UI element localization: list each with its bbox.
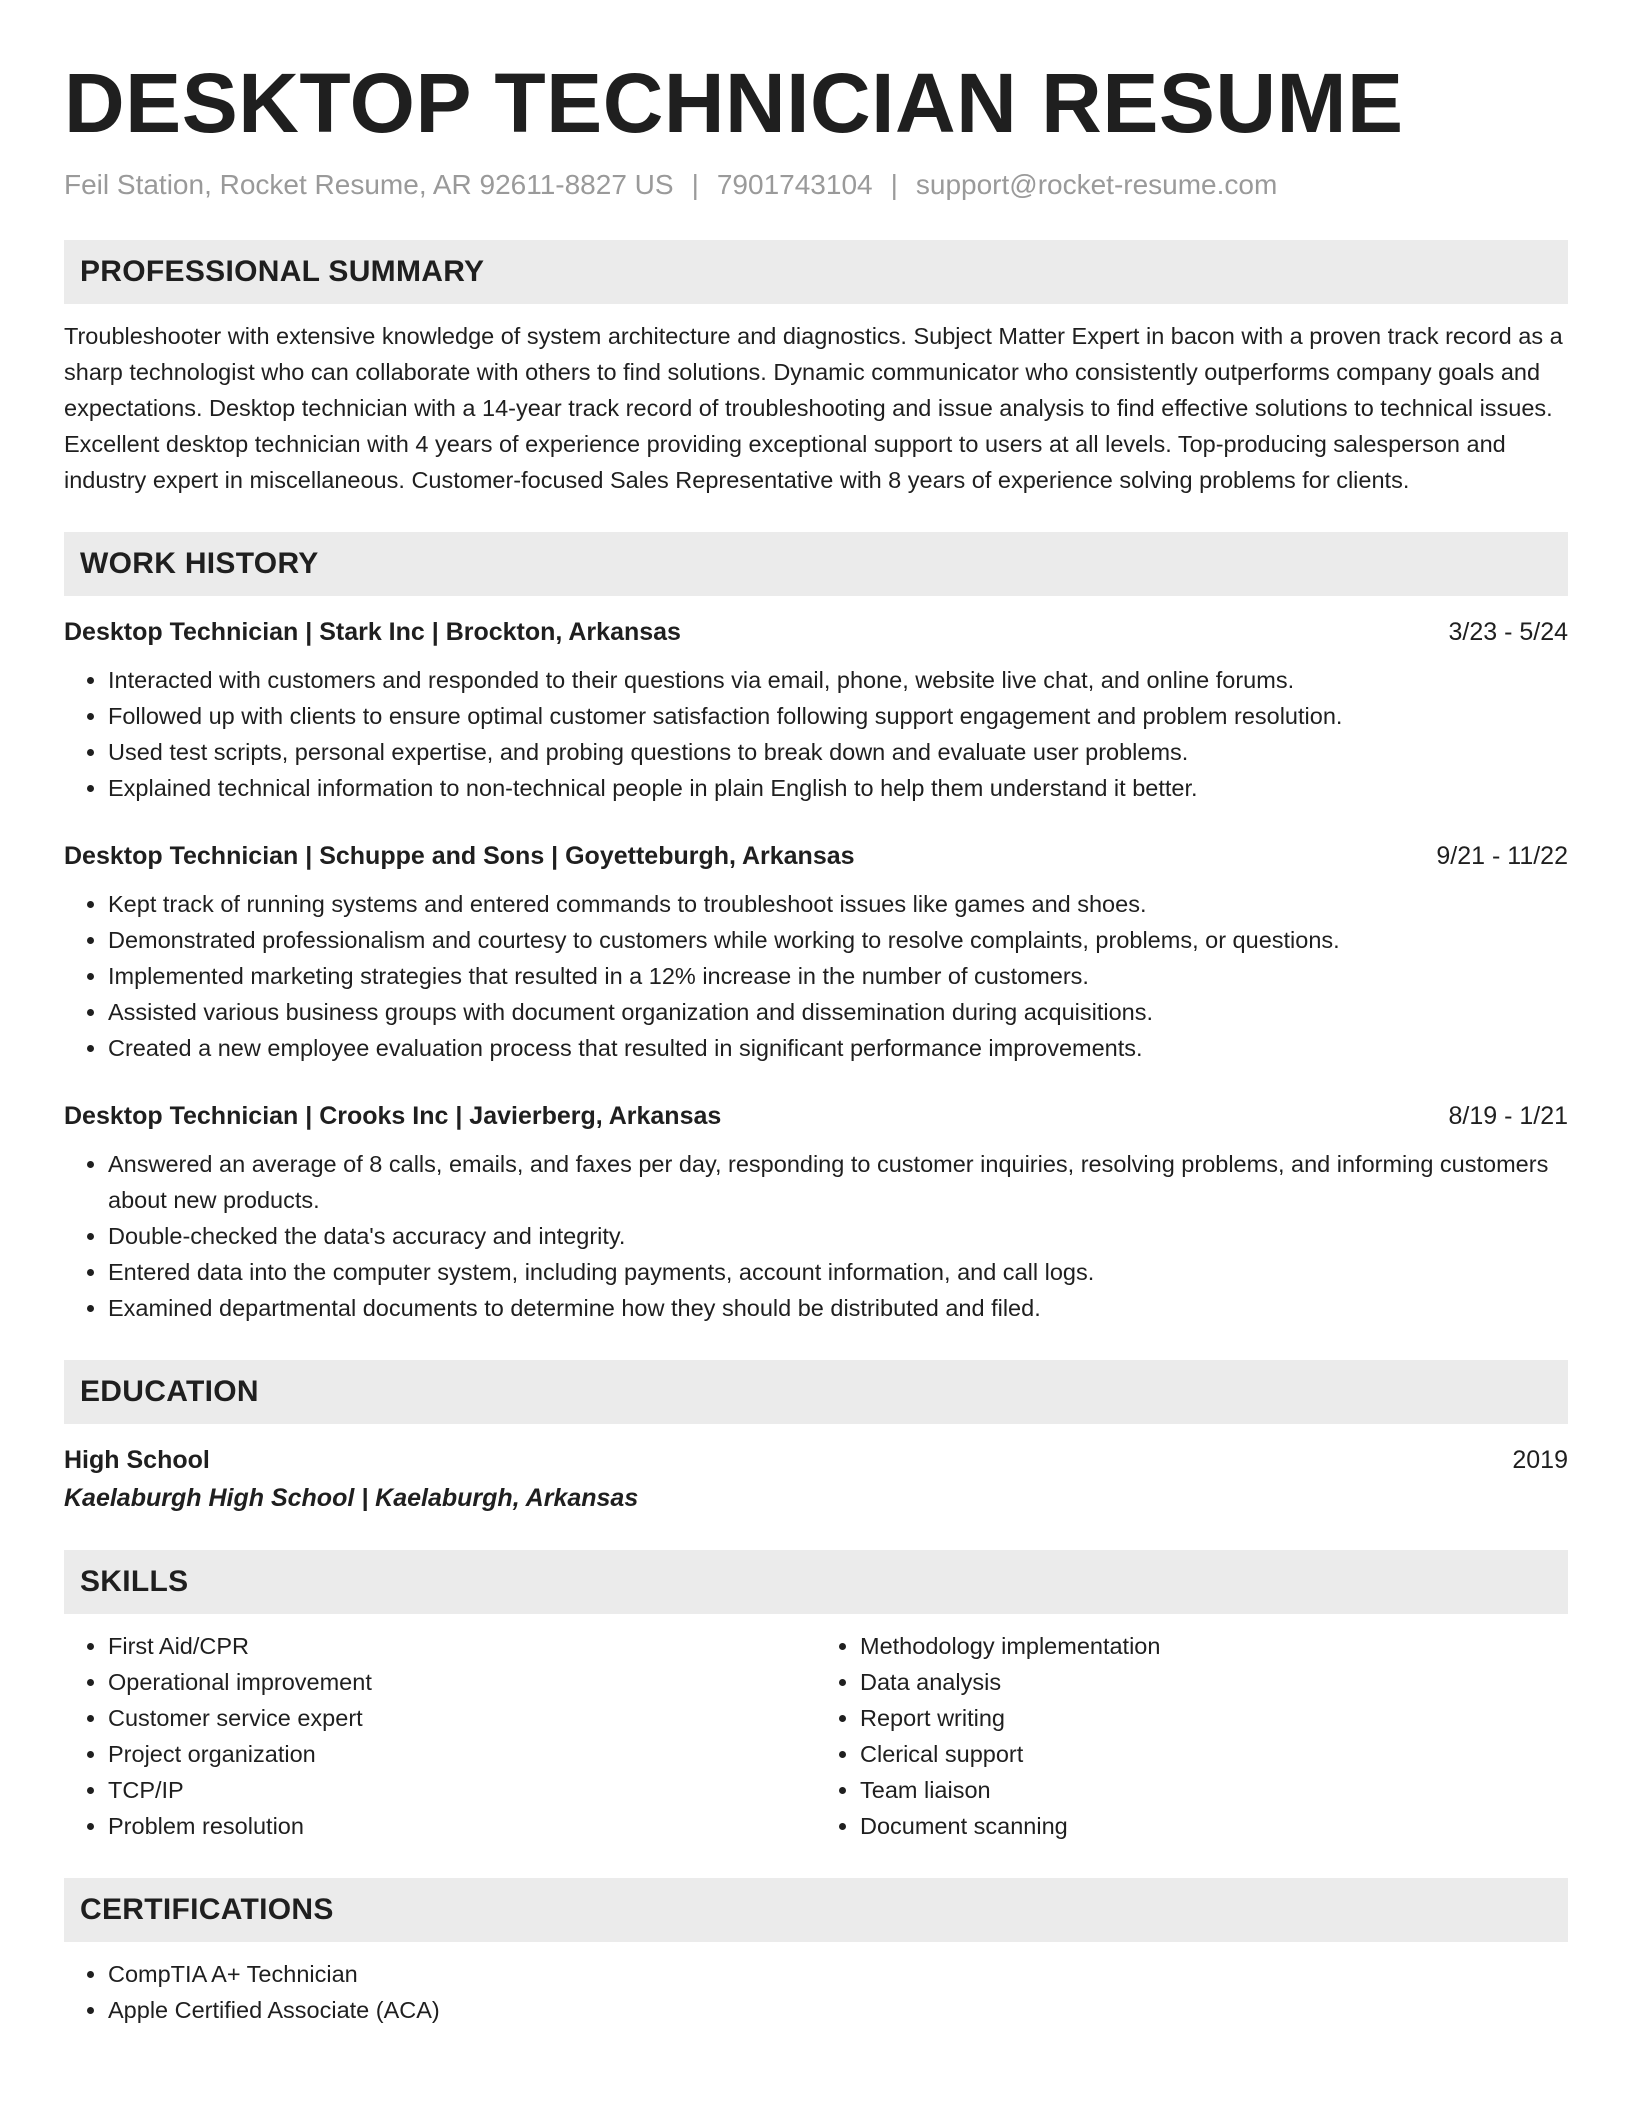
job-bullet: • Examined departmental documents to determine how they should be distributed and filed.: [108, 1290, 1568, 1326]
job-bullet: • Explained technical information to non-technical people in plain English to help them understand it better.: [108, 770, 1568, 806]
job-bullet: • Demonstrated professionalism and courtesy to customers while working to resolve complaints, problems, or questions.: [108, 922, 1568, 958]
job-title: Desktop Technician | Crooks Inc | Javierberg, Arkansas: [64, 1102, 722, 1130]
job-entry: [64, 838, 1568, 1066]
skill-item: • Customer service expert: [108, 1700, 816, 1736]
job-header: [64, 1098, 1568, 1134]
section-heading-work-history: WORK HISTORY: [64, 532, 1568, 596]
job-entry: [64, 1098, 1568, 1326]
skill-item: • Report writing: [860, 1700, 1568, 1736]
skill-item: • Document scanning: [860, 1808, 1568, 1844]
education-school: Kaelaburgh High School | Kaelaburgh, Arkansas: [64, 1484, 639, 1512]
section-heading-certifications: CERTIFICATIONS: [64, 1878, 1568, 1942]
contact-separator: |: [890, 169, 898, 200]
job-title: Desktop Technician | Stark Inc | Brockton, Arkansas: [64, 618, 681, 646]
job-dates: 9/21 - 11/22: [1436, 842, 1568, 870]
job-entry: [64, 614, 1568, 806]
job-header: [64, 614, 1568, 650]
job-dates: 8/19 - 1/21: [1448, 1102, 1568, 1130]
education-year: 2019: [1512, 1446, 1568, 1474]
education-entry: [64, 1442, 1568, 1516]
skill-item: • Methodology implementation: [860, 1628, 1568, 1664]
job-bullet: • Answered an average of 8 calls, emails, and faxes per day, responding to customer inquiries, resolving problems, and informing customers about new products.: [108, 1146, 1568, 1218]
job-title: Desktop Technician | Schuppe and Sons | Goyetteburgh, Arkansas: [64, 842, 855, 870]
certification-item: • Apple Certified Associate (ACA): [108, 1992, 1568, 2028]
contact-separator: |: [691, 169, 699, 200]
job-bullets: [64, 886, 1568, 1066]
job-bullet: • Created a new employee evaluation process that resulted in significant performance improvements.: [108, 1030, 1568, 1066]
contact-address: Feil Station, Rocket Resume, AR 92611-8827 US: [64, 169, 674, 200]
job-bullet: • Kept track of running systems and entered commands to troubleshoot issues like games and shoes.: [108, 886, 1568, 922]
section-heading-skills: SKILLS: [64, 1550, 1568, 1614]
job-dates: 3/23 - 5/24: [1448, 618, 1568, 646]
education-degree: High School: [64, 1446, 210, 1474]
job-bullet: • Assisted various business groups with document organization and dissemination during acquisitions.: [108, 994, 1568, 1030]
job-bullet: • Followed up with clients to ensure optimal customer satisfaction following support engagement and problem resolution.: [108, 698, 1568, 734]
job-bullet: • Double-checked the data's accuracy and integrity.: [108, 1218, 1568, 1254]
skill-item: • Problem resolution: [108, 1808, 816, 1844]
contact-email: support@rocket-resume.com: [915, 169, 1278, 200]
job-bullets: [64, 662, 1568, 806]
contact-phone: 7901743104: [716, 169, 873, 200]
skills-grid: [64, 1628, 1568, 1844]
job-bullet: • Used test scripts, personal expertise, and probing questions to break down and evaluate user problems.: [108, 734, 1568, 770]
job-header: [64, 838, 1568, 874]
section-heading-summary: PROFESSIONAL SUMMARY: [64, 240, 1568, 304]
certifications-list: [64, 1956, 1568, 2028]
resume-page: [64, 58, 1568, 2028]
job-bullet: • Implemented marketing strategies that resulted in a 12% increase in the number of customers.: [108, 958, 1568, 994]
section-heading-education: EDUCATION: [64, 1360, 1568, 1424]
education-header: [64, 1442, 1568, 1478]
skill-item: • Clerical support: [860, 1736, 1568, 1772]
skill-item: • Data analysis: [860, 1664, 1568, 1700]
job-bullet: • Entered data into the computer system, including payments, account information, and call logs.: [108, 1254, 1568, 1290]
certification-item: • CompTIA A+ Technician: [108, 1956, 1568, 1992]
skill-item: • Team liaison: [860, 1772, 1568, 1808]
resume-title: DESKTOP TECHNICIAN RESUME: [64, 56, 1404, 150]
skill-item: • TCP/IP: [108, 1772, 816, 1808]
contact-line: [64, 168, 1568, 202]
skill-item: • Operational improvement: [108, 1664, 816, 1700]
summary-text: Troubleshooter with extensive knowledge of system architecture and diagnostics. Subject Matter Expert in bacon with a proven track record as a sharp technologist who can collaborate with others to find solutions. Dynamic communicator who consistently outperforms company goals and expectations. Desktop technician with a 14-year track record of troubleshooting and issue analysis to find effective solutions to technical issues. Excellent desktop technician with 4 years of experience providing exceptional support to users at all levels. Top-producing salesperson and industry expert in miscellaneous. Customer-focused Sales Representative with 8 years of experience solving problems for clients.: [64, 323, 1563, 493]
skills-column-left: [64, 1628, 816, 1844]
skills-column-right: [816, 1628, 1568, 1844]
skill-item: • First Aid/CPR: [108, 1628, 816, 1664]
skill-item: • Project organization: [108, 1736, 816, 1772]
job-bullet: • Interacted with customers and responded to their questions via email, phone, website live chat, and online forums.: [108, 662, 1568, 698]
job-bullets: [64, 1146, 1568, 1326]
